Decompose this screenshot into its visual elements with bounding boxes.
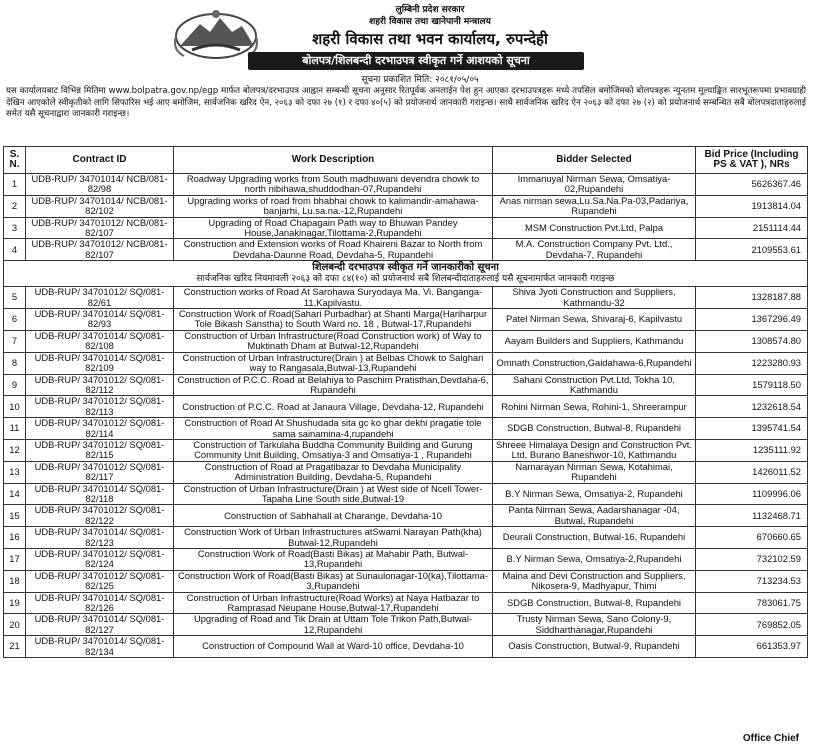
column-header-bidder: Bidder Selected — [493, 147, 696, 174]
row-bid-price: 1235111.92 — [696, 439, 808, 461]
table-row — [4, 636, 808, 658]
row-contract-id: UDB-RUP/ 34701012/ SQ/081-82/125 — [26, 570, 174, 592]
table-row — [4, 483, 808, 505]
row-sn: 14 — [4, 483, 26, 505]
row-bidder: Omnath Construction,Gaidahawa-6,Rupandehi — [493, 352, 696, 374]
row-sn: 13 — [4, 461, 26, 483]
row-contract-id: UDB-RUP/ 34701014/ NCB/081-82/98 — [26, 174, 174, 196]
table-row — [4, 396, 808, 418]
table-row — [4, 461, 808, 483]
row-contract-id: UDB-RUP/ 34701014/ SQ/081-82/127 — [26, 614, 174, 636]
row-bidder: Oasis Construction, Butwal-9, Rupandehi — [493, 636, 696, 658]
row-bidder: B.Y Nirman Sewa, Omsatiya-2,Rupandehi — [493, 549, 696, 571]
row-work-description: Construction and Extension works of Road Khaireni Bazar to North from Devdaha-Daunne Road, Devdaha-5, Rupandehi — [174, 239, 493, 261]
table-row — [4, 352, 808, 374]
row-sn: 16 — [4, 527, 26, 549]
table-row — [4, 592, 808, 614]
row-sn: 9 — [4, 374, 26, 396]
award-table — [3, 146, 808, 658]
column-header-work-description: Work Description — [174, 147, 493, 174]
table-row — [4, 374, 808, 396]
table-row — [4, 505, 808, 527]
row-contract-id: UDB-RUP/ 34701012/ SQ/081-82/112 — [26, 374, 174, 396]
row-bidder: Deurali Construction, Butwal-16, Rupandehi — [493, 527, 696, 549]
row-bid-price: 1913814.04 — [696, 195, 808, 217]
table-header-row — [4, 147, 808, 174]
row-work-description: Upgrading of Road Chapagain Path way to Bhuwan Pandey House,Janakinagar,Tilottama-2,Rupandehi — [174, 217, 493, 239]
row-bid-price: 713234.53 — [696, 570, 808, 592]
row-sn: 8 — [4, 352, 26, 374]
row-work-description: Roadway Upgrading works from South madhuwani devendra chowk to north nibihawa,shuddodhan-07,Rupandehi — [174, 174, 493, 196]
row-bid-price: 1223280.93 — [696, 352, 808, 374]
row-work-description: Construction of Road At Shushudada sita gc ko ghar dekhi pragatie tole sama sainamina-4,rupandehi — [174, 418, 493, 440]
row-work-description: Construction of Sabhahall at Charange, Devdaha-10 — [174, 505, 493, 527]
row-work-description: Construction Work of Urban Infrastructures atSwami Narayan Path(kha) Butwal-12,Rupandehi — [174, 527, 493, 549]
row-work-description: Upgrading of Road and Tik Drain at Uttam Tole Trikon Path,Butwal-12,Rupandehi — [174, 614, 493, 636]
row-bidder: Rohini Nirman Sewa, Rohini-1, Shreerampur — [493, 396, 696, 418]
section-subtitle: सार्वजनिक खरिद नियमावली २०६३ को दफा ८४(१०) को प्रयोजनार्थ सबै शिलबन्दीदाताहरुलाई यसै सूचनामार्फत जानकारी गराइन्छ — [196, 274, 615, 285]
row-contract-id: UDB-RUP/ 34701012/ SQ/081-82/61 — [26, 287, 174, 309]
row-sn: 12 — [4, 439, 26, 461]
signature-office-chief: Office Chief — [742, 733, 799, 744]
table-row — [4, 217, 808, 239]
row-sn: 5 — [4, 287, 26, 309]
row-bid-price: 769852.05 — [696, 614, 808, 636]
row-bid-price: 783061.75 — [696, 592, 808, 614]
row-bidder: Trusty Nirman Sewa, Sano Colony-9, Siddharthanagar,Rupandehi — [493, 614, 696, 636]
row-bidder: Maina and Devi Construction and Suppliers, Nikosera-9, Madhyapur, Thimi — [493, 570, 696, 592]
row-bid-price: 1367296.49 — [696, 309, 808, 331]
row-bidder: B.Y Nirman Sewa, Omsatiya-2, Rupandehi — [493, 483, 696, 505]
row-sn: 18 — [4, 570, 26, 592]
table-row — [4, 439, 808, 461]
office-name: शहरी विकास तथा भवन कार्यालय, रुपन्देही — [312, 30, 548, 48]
row-contract-id: UDB-RUP/ 34701012/ SQ/081-82/124 — [26, 549, 174, 571]
row-sn: 2 — [4, 195, 26, 217]
row-work-description: Construction of Tarkulaha Buddha Community Building and Gurung Community Unit Building, Omsatiya-3 and Omsatiya-1 , Rupandehi — [174, 439, 493, 461]
row-bidder: Shiva Jyoti Construction and Suppliers, Kathmandu-32 — [493, 287, 696, 309]
row-bidder: MSM Construction Pvt.Ltd, Palpa — [493, 217, 696, 239]
table-row — [4, 195, 808, 217]
row-contract-id: UDB-RUP/ 34701014/ SQ/081-82/109 — [26, 352, 174, 374]
section-heading-cell — [4, 261, 808, 287]
row-work-description: Construction of Urban Infrastructure(Road Construction work) of Way to Muktinath Dham at Butwal-12,Rupandehi — [174, 330, 493, 352]
row-contract-id: UDB-RUP/ 34701014/ NCB/081-82/102 — [26, 195, 174, 217]
row-sn: 4 — [4, 239, 26, 261]
row-sn: 10 — [4, 396, 26, 418]
province-government: लुम्बिनी प्रदेश सरकार — [395, 5, 465, 15]
row-contract-id: UDB-RUP/ 34701012/ SQ/081-82/117 — [26, 461, 174, 483]
row-work-description: Construction of Road at Pragatibazar to Devdaha Municipality Administration Building, Devdaha-5, Rupandehi — [174, 461, 493, 483]
row-contract-id: UDB-RUP/ 34701012/ NCB/081-82/107 — [26, 217, 174, 239]
column-header-contract-id: Contract ID — [26, 147, 174, 174]
row-work-description: Construction of P.C.C. Road at Janaura Village, Devdaha-12, Rupandehi — [174, 396, 493, 418]
row-work-description: Construction of Urban Infrastructure(Road Works) at Naya Hatbazar to Ramprasad Neupane House,Butwal-17,Rupandehi — [174, 592, 493, 614]
row-contract-id: UDB-RUP/ 34701012/ SQ/081-82/122 — [26, 505, 174, 527]
row-work-description: Construction of Compound Wall at Ward-10 office, Devdaha-10 — [174, 636, 493, 658]
table-row — [4, 614, 808, 636]
row-sn: 1 — [4, 174, 26, 196]
row-contract-id: UDB-RUP/ 34701014/ SQ/081-82/134 — [26, 636, 174, 658]
row-sn: 7 — [4, 330, 26, 352]
intro-paragraph: यस कार्यालयबाट विभिन्न मितिमा www.bolpatra.gov.np/egp मार्फत बोलपत्र/दरभाउपत्र आह्वान सम्बन्धी सूचना अनुसार रितपूर्वक अनलाईन पेश हुन आएका दरभाउपत्रहरू मध्ये तपसिल बमोजिमको बोलपत्रहरू न्यूनतम मूल्याङ्कित सारभूतरूपमा प्रभावग्राही देखिन आएकोले स्वीकृतीको लागि सिफारिस भई आए बमोजिम, सार्वजनिक खरिद ऐन, २०६३ को दफा २७ (१) र दफा ४०(५) को प्रयोजनार्थ जानकारी गराइन्छ। साथै सार्वजनिक खरिद ऐन २०६३ को दफा २७ (२) को प्रयोजनार्थ सम्बन्धित सबै बोलपत्रदाताहरुलाई समेत यसै सूचनाद्वारा जानकारी गराइन्छ। — [6, 86, 806, 119]
row-bidder: Aayam Builders and Suppliers, Kathmandu — [493, 330, 696, 352]
ministry-name: शहरी विकास तथा खानेपानी मन्त्रालय — [369, 17, 491, 27]
table-row — [4, 418, 808, 440]
row-sn: 11 — [4, 418, 26, 440]
section-title: शिलबन्दी दरभाउपत्र स्वीकृत गर्ने जानकारीको सूचना — [312, 262, 499, 274]
row-contract-id: UDB-RUP/ 34701012/ SQ/081-82/114 — [26, 418, 174, 440]
row-bid-price: 2151114.44 — [696, 217, 808, 239]
row-contract-id: UDB-RUP/ 34701014/ SQ/081-82/93 — [26, 309, 174, 331]
row-bid-price: 1426011.52 — [696, 461, 808, 483]
row-bid-price: 1109996.06 — [696, 483, 808, 505]
row-bidder: SDGB Construction, Butwal-8, Rupandehi — [493, 592, 696, 614]
column-header-sn: S. N. — [4, 147, 26, 174]
table-row — [4, 570, 808, 592]
row-bid-price: 1132468.71 — [696, 505, 808, 527]
publish-date: सूचना प्रकाशित मिति: २०८१/०५/०५ — [361, 75, 479, 85]
row-bid-price: 1395741.54 — [696, 418, 808, 440]
row-contract-id: UDB-RUP/ 34701014/ SQ/081-82/123 — [26, 527, 174, 549]
row-bid-price: 5626367.46 — [696, 174, 808, 196]
row-bidder: Shreee Himalaya Design and Construction Pvt. Ltd, Burano Baneshwor-10, Kathmandu — [493, 439, 696, 461]
row-bid-price: 661353.97 — [696, 636, 808, 658]
row-work-description: Construction of Urban Infrastructure(Drain ) at Belbas Chowk to Salghari way to Rangasala,Butwal-13,Rupandehi — [174, 352, 493, 374]
row-bid-price: 1308574.80 — [696, 330, 808, 352]
section-heading-row — [4, 261, 808, 287]
row-bid-price: 732102.59 — [696, 549, 808, 571]
row-sn: 19 — [4, 592, 26, 614]
table-row — [4, 174, 808, 196]
row-sn: 15 — [4, 505, 26, 527]
row-bid-price: 2109553.61 — [696, 239, 808, 261]
row-sn: 20 — [4, 614, 26, 636]
table-row — [4, 527, 808, 549]
table-row — [4, 330, 808, 352]
row-work-description: Construction Work of Road(Sahari Purbadhar) at Shanti Marga(Hariharpur Tole Bikash Sanstha) to South Ward no. 18 , Butwal-17,Rupandehi — [174, 309, 493, 331]
row-contract-id: UDB-RUP/ 34701014/ SQ/081-82/108 — [26, 330, 174, 352]
row-work-description: Construction of Urban Infrastructure(Drain ) at West side of Ncell Tower-Tapaha Line South side,Butwal-19 — [174, 483, 493, 505]
row-bidder: Immanuyal Nirman Sewa, Omsatiya-02,Rupandehi — [493, 174, 696, 196]
row-bidder: Anas nirman sewa,Lu.Sa.Na.Pa-03,Padariya, Rupandehi — [493, 195, 696, 217]
row-work-description: Construction of P.C.C. Road at Belahiya to Paschim Pratisthan,Devdaha-6, Rupandehi — [174, 374, 493, 396]
row-sn: 21 — [4, 636, 26, 658]
row-bidder: Patel Nirman Sewa, Shivaraj-6, Kapilvastu — [493, 309, 696, 331]
row-bidder: Narnarayan Nirman Sewa, Kotahimai, Rupandehi — [493, 461, 696, 483]
row-work-description: Construction Work of Road(Basti Bikas) at Mahabir Path, Butwal-13,Rupandehi — [174, 549, 493, 571]
row-contract-id: UDB-RUP/ 34701012/ NCB/081-82/107 — [26, 239, 174, 261]
row-bid-price: 1579118.50 — [696, 374, 808, 396]
row-sn: 17 — [4, 549, 26, 571]
row-sn: 3 — [4, 217, 26, 239]
notice-title-banner: बोलपत्र/शिलबन्दी दरभाउपत्र स्वीकृत गर्ने आशयको सूचना — [248, 52, 584, 70]
row-contract-id: UDB-RUP/ 34701012/ SQ/081-82/115 — [26, 439, 174, 461]
table-row — [4, 239, 808, 261]
row-bid-price: 1328187.88 — [696, 287, 808, 309]
column-header-price: Bid Price (Including PS & VAT ), NRs — [696, 147, 808, 174]
row-bidder: Panta Nirman Sewa, Aadarshanagar -04, Butwal, Rupandehi — [493, 505, 696, 527]
row-contract-id: UDB-RUP/ 34701014/ SQ/081-82/118 — [26, 483, 174, 505]
row-bid-price: 670660.65 — [696, 527, 808, 549]
row-work-description: Construction works of Road At Sarohawa Suryodaya Ma. Vi. Banganga-11,Kapilvastu. — [174, 287, 493, 309]
row-bid-price: 1232618.54 — [696, 396, 808, 418]
row-bidder: Sahani Construction Pvt.Ltd, Tokha 10, Kathmandu — [493, 374, 696, 396]
row-bidder: M.A. Construction Company Pvt. Ltd., Devdaha-7, Rupandehi — [493, 239, 696, 261]
row-work-description: Construction Work of Road(Basti Bikas) at Sunaulonagar-10(ka),Tilottama-3,Rupandehi — [174, 570, 493, 592]
table-row — [4, 549, 808, 571]
table-row — [4, 309, 808, 331]
table-row — [4, 287, 808, 309]
row-work-description: Upgrading works of road from bhabhai chowk to kalimandir-amahawa-banjarhi, Lu.sa.na.-12,Rupandehi — [174, 195, 493, 217]
row-contract-id: UDB-RUP/ 34701012/ SQ/081-82/113 — [26, 396, 174, 418]
row-contract-id: UDB-RUP/ 34701014/ SQ/081-82/126 — [26, 592, 174, 614]
row-bidder: SDGB Construction, Butwal-8, Rupandehi — [493, 418, 696, 440]
row-sn: 6 — [4, 309, 26, 331]
